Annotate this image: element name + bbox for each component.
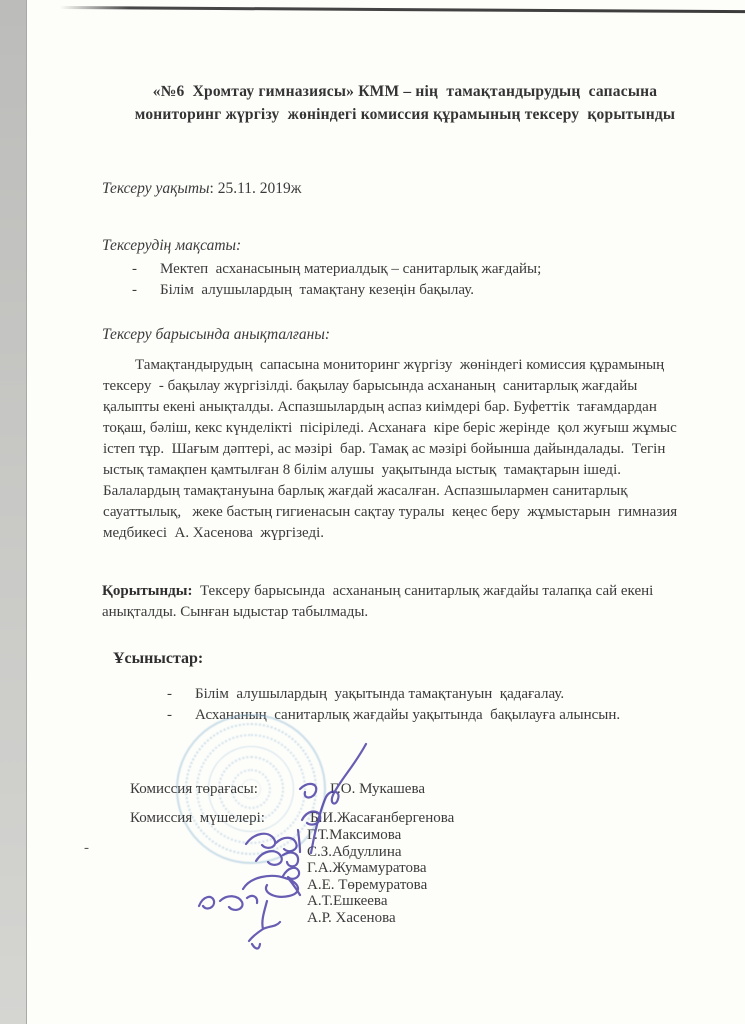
signature-stroke [302, 811, 320, 824]
findings-line: істеп тұр. Шағым дәптері, ас мәзірі бар. Тамақ ас мәзірі бойынша дайындалады. Тегін [103, 441, 666, 457]
signature-stroke [249, 901, 280, 949]
bullet-dash: - [167, 686, 172, 702]
commission-member-name: С.З.Абдуллина [307, 843, 402, 860]
conclusion-text: Тексеру барысында асхананың санитарлық жағдайы талапқа сай екені [192, 583, 654, 599]
purpose-heading: Тексерудің мақсаты: [102, 237, 242, 254]
signature-stroke [311, 744, 366, 853]
conclusion-paragraph [102, 581, 653, 623]
signature-stroke [300, 784, 316, 798]
commission-chair-name: Г.О. Мукашева [330, 781, 425, 797]
signature-stroke [256, 851, 298, 866]
list-item [102, 280, 541, 301]
document-title-line-1: «№6 Хромтау гимназиясы» КММ – нің тамақтандырудың сапасына [152, 83, 658, 100]
commission-member-name: Г.Т.Максимова [307, 827, 402, 843]
findings-line: қалыпты екені анықталды. Аспазшылардың аспаз киімдері бар. Буфеттік тағамдардан [103, 399, 657, 415]
inspection-time [102, 180, 301, 198]
list-item [102, 259, 541, 280]
purpose-list [102, 259, 541, 300]
bullet-dash: - [132, 281, 137, 298]
document-title-line-2: мониторинг жүргізу жөніндегі комиссия құрамының тексеру қорытынды [134, 106, 676, 123]
signature-stroke [246, 830, 300, 852]
commission-members-label: Комиссия мүшелері: [130, 810, 265, 826]
findings-line: тоқаш, бәліш, кекс күнделікті пісіріледі. Асханаға кіре беріс жерінде қол жуғыш жұмыс [103, 420, 677, 436]
findings-paragraph [103, 355, 743, 544]
findings-line: сауаттылық, жеке бастың гигиенасын сақтау туралы кеңес беру жұмыстарын гимназия [103, 504, 678, 520]
bullet-dash: - [132, 261, 137, 277]
findings-line: тексеру - бақылау жүргізілді. бақылау барысында асхананың санитарлық жағдайы [103, 378, 638, 394]
recommendation-item-text: Білім алушылардың уақытында тамақтануын қадағалау. [195, 686, 565, 702]
findings-line: Тамақтандырудың сапасына мониторинг жүргізу жөніндегі комиссия құрамының [135, 357, 665, 373]
findings-line: Балалардың тамақтануына барлық жағдай жасалған. Аспазшылармен санитарлық [103, 483, 628, 499]
scan-edge-top [60, 6, 745, 13]
findings-line: медбикесі А. Хасенова жүргізеді. [103, 525, 325, 541]
purpose-item-text: Мектеп асханасының материалдық – санитарлық жағдайы; [160, 261, 542, 277]
commission-member-name: Г.А.Жумамуратова [307, 860, 427, 876]
scan-edge-left [0, 0, 27, 1024]
conclusion-line-1 [102, 581, 653, 602]
conclusion-label: Қорытынды: [102, 583, 193, 599]
findings-heading: Тексеру барысында анықталғаны: [102, 326, 331, 343]
bullet-dash: - [167, 706, 172, 723]
signature-stroke [199, 896, 257, 910]
inspection-time-label: Тексеру уақыты [102, 180, 210, 197]
conclusion-line-2: анықталды. Сынған ыдыстар табылмады. [102, 604, 369, 620]
commission-member-name: А.Е. Төремуратова [307, 876, 428, 893]
inspection-time-value: : 25.11. 2019ж [209, 180, 302, 197]
scan-artifact-dash: - [84, 840, 89, 856]
commission-member-name: Б.И.Жасағанбергенова [310, 810, 455, 826]
document-title [110, 80, 700, 126]
commission-chair-label: Комиссия төрағасы: [130, 781, 258, 797]
findings-line: ыстық тамақпен қамтылған 8 білім алушы уақытында ыстық тамақтарын ішеді. [103, 462, 621, 478]
handwritten-signatures-ink [140, 688, 480, 968]
purpose-item-text: Білім алушылардың тамақтану кезеңін бақылау. [160, 281, 475, 298]
commission-member-name: А.Р. Хасенова [307, 909, 396, 926]
recommendations-heading: Ұсыныстар: [113, 650, 204, 667]
commission-member-name: А.Т.Ешкеева [307, 893, 388, 909]
recommendation-item-text: Асхананың санитарлық жағдайы уақытында бақылауға алынсын. [195, 706, 621, 723]
